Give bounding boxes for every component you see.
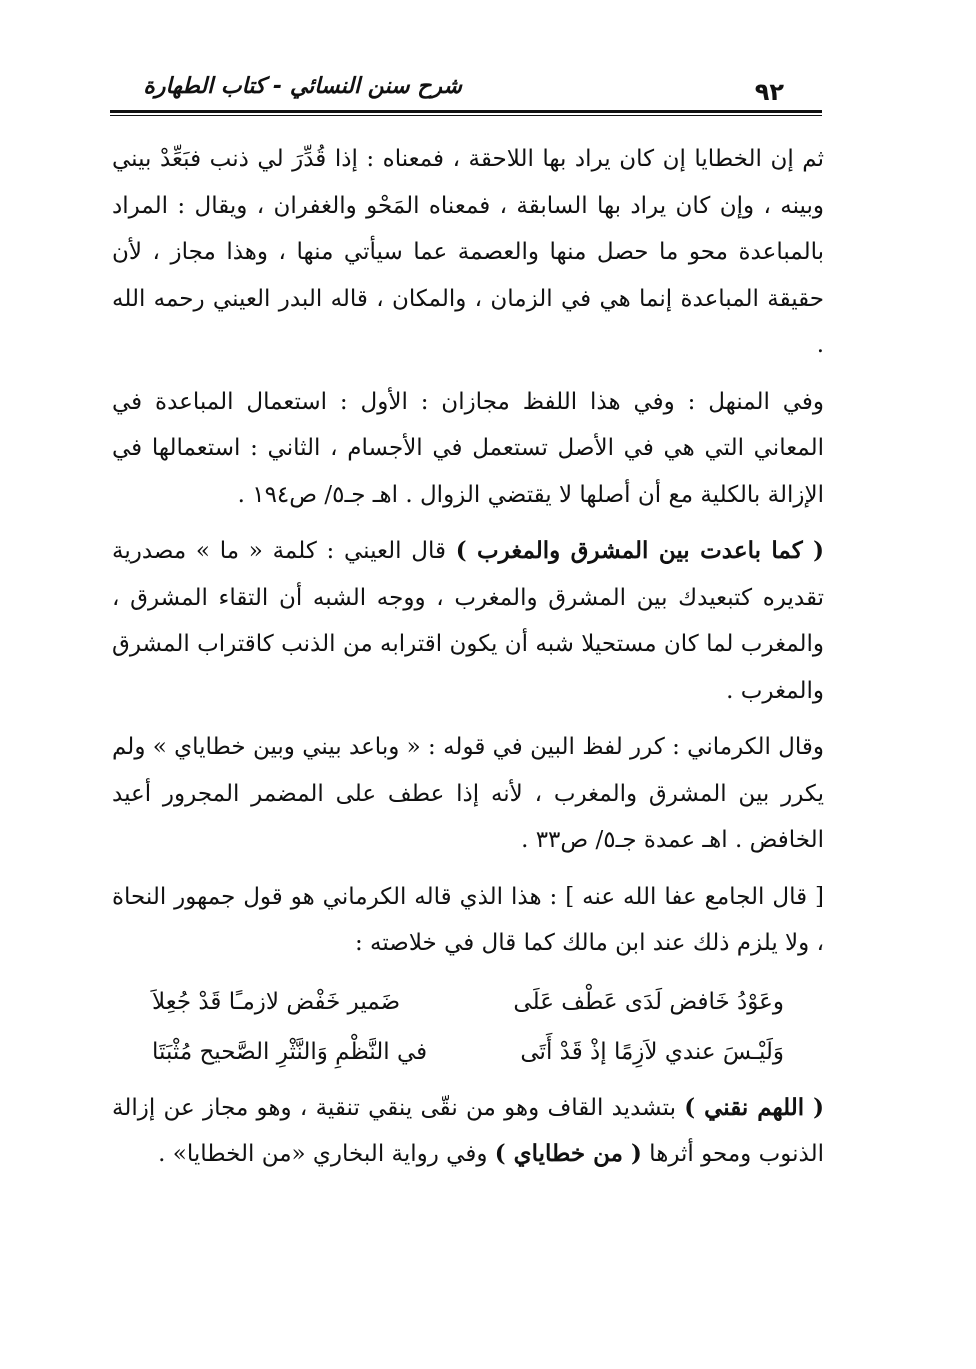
closing-text-1: بتشديد القاف وهو من نقّى ينقي تنقية ، وهو مجاز عن إزالة الذنوب ومحو أثرها [112, 1094, 824, 1167]
hadith-quote-bold: ( من خطاياي ) [494, 1140, 642, 1167]
running-title: شرح سنن النسائي - كتاب الطهارة [143, 74, 462, 99]
hadith-quote-bold: ( اللهم نقني ) [684, 1093, 824, 1121]
verse-1-second-hemistich: ضَمير خَفْض لازمـًا قَدْ جُعِلاَ [152, 988, 401, 1015]
page-number: ٩٢ [754, 78, 784, 106]
paragraph-3 [112, 528, 824, 714]
paragraph-5 [112, 874, 824, 967]
paragraph-1 [112, 136, 824, 369]
poem-verse-2 [112, 1027, 824, 1077]
paragraph-5-text: [ قال الجامع عفا الله عنه ] : هذا الذي قاله الكرماني هو قول جمهور النحاة ، ولا يلزم ذلك عند ابن مالك كما قال في خلاصته : [112, 883, 824, 956]
paragraph-1-text: ثم إن الخطايا إن كان يراد بها اللاحقة ، فمعناه : إذا قُدِّرَ لي ذنب فبَعِّدْ بيني وبينه ، وإن كان يراد بها السابقة ، فمعناه المَحْو والغفران ، ويقال : المراد بالمباعدة محو ما حصل منها والعصمة عما سيأتي منها ، وهذا مجاز ، لأن حقيقة المباعدة إنما هي في الزمان ، والمكان ، قاله البدر العيني رحمه الله . [112, 146, 824, 358]
closing-text-2: وفي رواية البخاري «من الخطايا» . [158, 1141, 495, 1167]
verse-2-first-hemistich: وَلَيْـسَ عندي لاَزِمًا إذْ قَدْ أَتَى [520, 1038, 784, 1065]
header-rule [110, 110, 822, 113]
paragraph-4-text: وقال الكرماني : كرر لفظ البين في قوله : « وباعد بيني وبين خطاياي » ولم يكرر بين المشرق والمغرب ، لأنه إذا عطف على المضمر المجرور أعيد الخافض . اهـ عمدة جـ٥/ ص٣٣ . [112, 734, 824, 853]
hadith-quote-bold: ( كما باعدت بين المشرق والمغرب ) [455, 537, 824, 564]
paragraph-2-text: وفي المنهل : وفي هذا اللفظ مجازان : الأول : استعمال المباعدة في المعاني التي هي في الأصل تستعمل في الأجسام ، الثاني : استعمالها في الإزالة بالكلية مع أن أصلها لا يقتضي الزوال . اهـ جـ٥/ ص١٩٤ . [112, 388, 824, 508]
page-header [110, 66, 822, 106]
poem-verse-1 [112, 977, 824, 1027]
paragraph-closing [112, 1085, 824, 1178]
verse-1-first-hemistich: وعَوْدُ خَافض لَدَى عَطْف عَلَى [513, 988, 784, 1015]
paragraph-4 [112, 724, 824, 864]
paragraph-3-text: قال العيني : كلمة « ما » مصدرية تقديره كتبعيدك بين المشرق والمغرب ، ووجه الشبه أن التقاء المشرق ، والمغرب لما كان مستحيلا شبه أن يكون اقترابه من الذنب كاقتراب المشرق والمغرب . [112, 538, 824, 704]
page-body [112, 136, 824, 1188]
header-rule-thin [110, 115, 822, 116]
paragraph-2 [112, 379, 824, 519]
verse-2-second-hemistich: في النَّظْمِ وَالنَّثْرِ الصَّحيح مُثْبَتَا [152, 1038, 428, 1065]
